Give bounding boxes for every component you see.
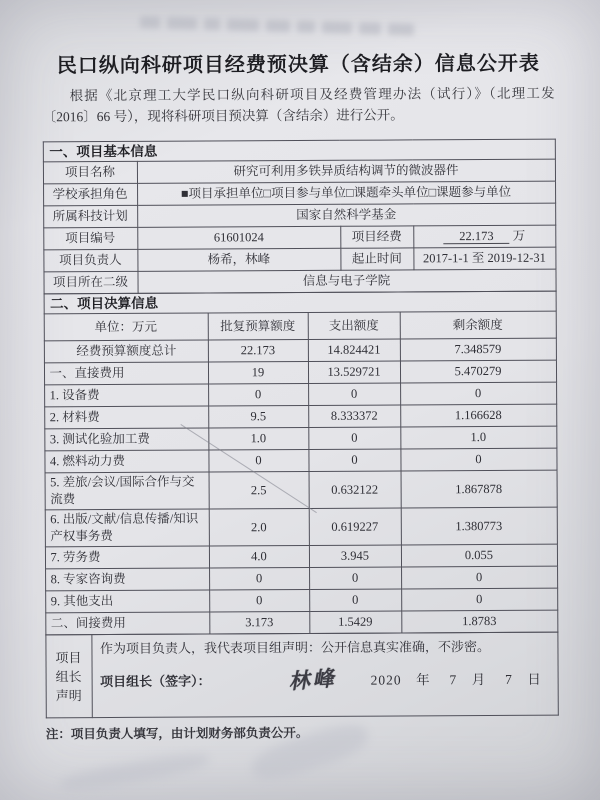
handwritten-signature: 林峰 [287, 666, 338, 694]
col-remaining: 剩余额度 [400, 311, 556, 339]
section2-header: 二、项目决算信息 [44, 291, 556, 314]
project-name-row [43, 159, 555, 184]
budget-cell-spent: 14.824421 [308, 339, 400, 361]
section2-header-row [44, 291, 556, 314]
unit-label: 项目所在二级 [43, 271, 137, 293]
page-title: 民口纵向科研项目经费预决算（含结余）信息公开表 [56, 52, 540, 78]
budget-cell-spent: 0 [308, 449, 400, 471]
budget-cell-spent: 1.5429 [309, 611, 401, 633]
project-name-label: 项目名称 [43, 161, 137, 183]
program-value: 国家自然科学基金 [137, 203, 555, 227]
project-name-value: 研究可利用多铁异质结构调节的微波器件 [137, 159, 555, 183]
funds-unit: 万 [512, 228, 526, 243]
declaration-statement: 作为项目负责人，我代表项目组声明：公开信息真实准确，不涉密。 [99, 639, 491, 657]
table-row [44, 382, 556, 407]
budget-row-label: 7. 劳务费 [45, 546, 209, 569]
budget-cell-spent: 0 [309, 567, 401, 589]
funds-label: 项目经费 [340, 226, 413, 248]
project-number-value: 61601024 [137, 226, 340, 249]
table-row [44, 448, 556, 473]
budget-cell-remaining: 1.0 [400, 426, 556, 449]
table-row [44, 338, 556, 363]
budget-row-label: 一、直接费用 [44, 362, 208, 385]
table-row [44, 404, 556, 429]
budget-cell-approved: 2.0 [209, 508, 309, 546]
budget-cell-approved: 1.0 [208, 427, 308, 450]
budget-cell-remaining: 5.470279 [400, 360, 556, 383]
budget-cell-remaining: 1.867878 [401, 470, 557, 508]
col-spent: 支出额度 [308, 312, 400, 339]
declaration-row [45, 632, 557, 718]
leader-value: 杨希，林峰 [137, 248, 340, 271]
table-row [44, 426, 556, 451]
budget-cell-approved: 2.5 [209, 471, 309, 509]
declaration-body [91, 632, 557, 717]
budget-cell-approved: 22.173 [208, 339, 308, 362]
program-label: 所属科技计划 [43, 205, 137, 227]
budget-cell-spent: 0.619227 [309, 508, 401, 545]
budget-row-label: 二、间接费用 [45, 612, 209, 635]
role-checkboxes: ■项目承担单位□项目参与单位□课题牵头单位□课题参与单位 [137, 181, 555, 205]
budget-columns-row [44, 311, 556, 341]
budget-row-label: 2. 材料费 [44, 406, 208, 429]
footer-note: 注：项目负责人填写，由计划财务部负责公开。 [45, 725, 309, 742]
table-row [45, 507, 557, 547]
intro-paragraph: 根据《北京理工大学民口纵向科研项目及经费管理办法（试行）》（北理工发〔2016〕66 号），现将科研项目预决算（含结余）进行公开。 [42, 85, 555, 125]
budget-cell-remaining: 1.166628 [400, 404, 556, 427]
budget-row-label: 1. 设备费 [44, 384, 208, 407]
funds-amount: 22.173 [443, 229, 509, 244]
budget-cell-approved: 0 [208, 449, 308, 472]
col-approved: 批复预算额度 [208, 312, 308, 340]
basic-info-table [42, 139, 556, 295]
period-label: 起止时间 [340, 248, 413, 270]
table-row [45, 544, 557, 569]
budget-cell-approved: 3.173 [209, 611, 309, 634]
budget-cell-approved: 0 [209, 589, 309, 612]
role-label: 学校承担角色 [43, 183, 137, 205]
leader-label: 项目负责人 [43, 249, 137, 271]
budget-row-label: 6. 出版/文献/信息传播/知识产权事务费 [45, 509, 209, 547]
signature-date: 2020 年 7 月 7 日 [370, 671, 542, 688]
col-unit: 单位：万元 [44, 313, 208, 341]
bleed-through-artifact [59, 749, 210, 795]
budget-cell-spent: 0 [308, 383, 400, 405]
signature-line [100, 666, 549, 694]
budget-cell-spent: 0.632122 [309, 471, 401, 508]
budget-row-label: 5. 差旅/会议/国际合作与交流费 [45, 472, 209, 510]
budget-cell-spent: 0 [308, 427, 400, 449]
budget-cell-approved: 19 [208, 361, 308, 384]
section1-header: 一、项目基本信息 [43, 139, 555, 162]
budget-row-label: 4. 燃料动力费 [44, 450, 208, 473]
budget-cell-remaining: 0 [401, 588, 557, 611]
budget-row-label: 9. 其他支出 [45, 590, 209, 613]
period-value: 2017-1-1 至 2019-12-31 [413, 247, 555, 270]
budget-cell-remaining: 0.055 [401, 544, 557, 567]
budget-table [43, 291, 558, 636]
budget-cell-remaining: 0 [401, 566, 557, 589]
declaration-table [45, 632, 558, 719]
budget-row-label: 8. 专家咨询费 [45, 568, 209, 591]
declaration-side-label [45, 635, 91, 718]
budget-cell-remaining: 1.380773 [401, 507, 557, 545]
leader-row [43, 247, 555, 272]
project-number-row [43, 225, 555, 250]
budget-cell-spent: 0 [309, 589, 401, 611]
budget-row-label: 3. 测试化验加工费 [44, 428, 208, 451]
funds-value-cell [413, 225, 555, 248]
budget-cell-remaining: 1.8783 [401, 610, 557, 633]
table-row [44, 360, 556, 385]
budget-cell-approved: 9.5 [208, 405, 308, 428]
sign-label: 项目组长（签字）： [100, 673, 211, 690]
project-number-label: 项目编号 [43, 227, 137, 249]
budget-row-label: 经费预算额度总计 [44, 340, 208, 363]
section1-header-row [43, 139, 555, 162]
side-label-line: 项目 [55, 649, 82, 665]
budget-cell-remaining: 0 [400, 382, 556, 405]
table-row [45, 588, 557, 613]
side-label-line: 声明 [55, 687, 82, 703]
table-row [45, 566, 557, 591]
budget-cell-approved: 4.0 [209, 545, 309, 568]
budget-cell-approved: 0 [209, 567, 309, 590]
budget-cell-remaining: 7.348579 [400, 338, 556, 361]
side-label-line: 组长 [55, 668, 82, 684]
table-row [45, 470, 557, 510]
program-row [43, 203, 555, 228]
budget-cell-spent: 3.945 [309, 545, 401, 567]
budget-cell-approved: 0 [208, 383, 308, 406]
budget-cell-remaining: 0 [400, 448, 556, 471]
budget-cell-spent: 8.333372 [308, 405, 400, 427]
role-row [43, 181, 555, 206]
unit-value: 信息与电子学院 [137, 269, 555, 293]
budget-cell-spent: 13.529721 [308, 361, 400, 383]
